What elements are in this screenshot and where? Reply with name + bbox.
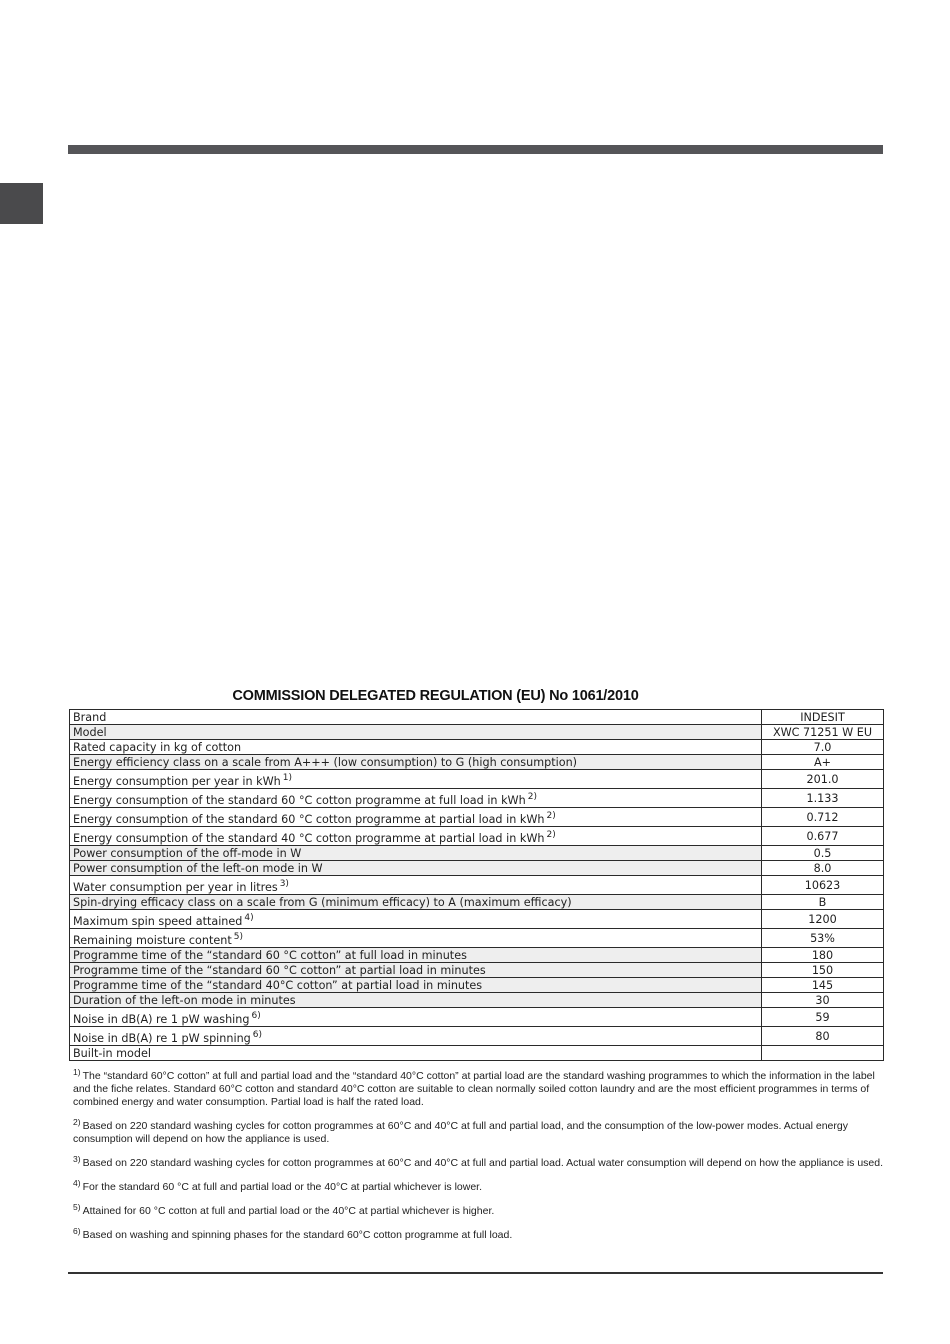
row-value: 8.0: [762, 861, 884, 876]
footnote-mark: 2): [73, 1117, 81, 1127]
row-value: 145: [762, 978, 884, 993]
footnote-ref: 4): [244, 913, 254, 923]
product-fiche-table: [69, 709, 884, 1061]
row-value: 10623: [762, 876, 884, 895]
row-value: 1.133: [762, 789, 884, 808]
table-row: [70, 876, 884, 895]
table-row: [70, 846, 884, 861]
footnote-text: Based on 220 standard washing cycles for cotton programmes at 60°C and 40°C at full and partial load, and the consumption of the low-power modes. Actual energy consumption will depend on how the appliance is used.: [73, 1120, 848, 1145]
row-value: 53%: [762, 929, 884, 948]
row-value: 0.712: [762, 808, 884, 827]
footnote-ref: 2): [546, 830, 556, 840]
row-value: INDESIT: [762, 710, 884, 725]
row-label: Model: [73, 725, 107, 739]
row-label: Rated capacity in kg of cotton: [73, 740, 242, 754]
row-label: Energy consumption of the standard 60 °C cotton programme at partial load in kWh: [73, 813, 545, 826]
row-label-cell: [70, 770, 762, 789]
row-label: Built-in model: [73, 1046, 151, 1060]
row-label: Brand: [73, 710, 107, 724]
table-row: [70, 963, 884, 978]
table-row: [70, 929, 884, 948]
row-label: Power consumption of the left-on mode in W: [73, 861, 323, 875]
row-value: 7.0: [762, 740, 884, 755]
row-value: 0.677: [762, 827, 884, 846]
row-label: Energy consumption of the standard 40 °C cotton programme at partial load in kWh: [73, 832, 545, 845]
table-row: [70, 861, 884, 876]
row-label: Spin-drying efficacy class on a scale from G (minimum efficacy) to A (maximum efficacy): [73, 895, 572, 909]
row-value: [762, 1046, 884, 1061]
row-label-cell: [70, 827, 762, 846]
footnote-ref: 6): [252, 1030, 263, 1040]
footnote-text: For the standard 60 °C at full and partial load or the 40°C at partial whichever is lower.: [82, 1181, 483, 1193]
row-value: 180: [762, 948, 884, 963]
row-label-cell: [70, 789, 762, 808]
row-label-cell: [70, 846, 762, 861]
footnote-ref: 5): [233, 932, 243, 942]
row-label: Energy consumption per year in kWh: [73, 775, 281, 788]
table-row: [70, 710, 884, 725]
row-label-cell: [70, 808, 762, 827]
section-tab-marker: [0, 183, 43, 224]
row-label-cell: [70, 710, 762, 725]
row-value: 30: [762, 993, 884, 1008]
row-label-cell: [70, 1046, 762, 1061]
row-value: 0.5: [762, 846, 884, 861]
row-value: B: [762, 895, 884, 910]
row-label: Power consumption of the off-mode in W: [73, 846, 302, 860]
table-row: [70, 789, 884, 808]
row-label-cell: [70, 948, 762, 963]
footnote-ref: 1): [282, 773, 293, 783]
footnote-text: Based on 220 standard washing cycles for cotton programmes at 60°C and 40°C at full and partial load. Actual water consumption will depend on how the appliance is used.: [82, 1157, 884, 1169]
footnote: [73, 1117, 888, 1146]
row-label: Maximum spin speed attained: [73, 915, 243, 928]
row-label-cell: [70, 725, 762, 740]
row-label: Programme time of the “standard 40°C cotton” at partial load in minutes: [73, 978, 483, 992]
table-row: [70, 948, 884, 963]
row-label-cell: [70, 929, 762, 948]
footnote-mark: 4): [73, 1178, 81, 1188]
footnotes: [73, 1067, 888, 1253]
row-value: 1200: [762, 910, 884, 929]
footnote-ref: 2): [546, 811, 556, 821]
footnote: [73, 1202, 888, 1218]
row-label-cell: [70, 963, 762, 978]
table-row: [70, 725, 884, 740]
row-label: Energy efficiency class on a scale from A+++ (low consumption) to G (high consumption): [73, 755, 578, 769]
table-row: [70, 808, 884, 827]
row-label-cell: [70, 993, 762, 1008]
regulation-title: COMMISSION DELEGATED REGULATION (EU) No 1061/2010: [232, 688, 639, 704]
footnote-text: Attained for 60 °C cotton at full and partial load or the 40°C at partial whichever is higher.: [82, 1205, 495, 1217]
footnote-text: The “standard 60°C cotton” at full and partial load and the “standard 40°C cotton” at partial load are the standard washing programmes to which the information in the label and the fiche relates. Standard 60°C cotton and standard 40°C cotton are suitable to clean normally soiled cotton laundry and are the most efficient programmes in terms of combined energy and water consumption. Partial load is half the rated load.: [73, 1070, 875, 1108]
row-label-cell: [70, 740, 762, 755]
footnote-ref: 3): [279, 879, 289, 889]
header-rule: [68, 145, 883, 154]
footnote-ref: 2): [527, 792, 537, 802]
row-label-cell: [70, 1027, 762, 1046]
table-row: [70, 910, 884, 929]
row-label: Energy consumption of the standard 60 °C cotton programme at full load in kWh: [73, 794, 526, 807]
table-row: [70, 827, 884, 846]
footer-rule: [68, 1272, 883, 1274]
row-label-cell: [70, 861, 762, 876]
footnote-text: Based on washing and spinning phases for the standard 60°C cotton programme at full load.: [82, 1229, 513, 1241]
table-row: [70, 770, 884, 789]
row-label-cell: [70, 978, 762, 993]
row-label-cell: [70, 755, 762, 770]
row-value: 150: [762, 963, 884, 978]
row-value: 59: [762, 1008, 884, 1027]
row-label: Programme time of the “standard 60 °C cotton” at partial load in minutes: [73, 963, 486, 977]
footnote: [73, 1226, 888, 1242]
table-row: [70, 895, 884, 910]
footnote: [73, 1178, 888, 1194]
product-fiche-body: [70, 710, 884, 1061]
footnote-mark: 1): [73, 1067, 81, 1077]
row-label: Duration of the left-on mode in minutes: [73, 993, 296, 1007]
row-label-cell: [70, 910, 762, 929]
table-row: [70, 1008, 884, 1027]
table-row: [70, 1027, 884, 1046]
footnote-mark: 6): [73, 1226, 81, 1236]
row-value: 80: [762, 1027, 884, 1046]
row-value: A+: [762, 755, 884, 770]
footnote: [73, 1154, 888, 1170]
table-row: [70, 1046, 884, 1061]
table-row: [70, 755, 884, 770]
row-label: Noise in dB(A) re 1 pW spinning: [73, 1032, 251, 1045]
row-label: Water consumption per year in litres: [73, 881, 278, 894]
row-label-cell: [70, 895, 762, 910]
table-row: [70, 993, 884, 1008]
row-label-cell: [70, 876, 762, 895]
row-label: Remaining moisture content: [73, 934, 232, 947]
row-value: XWC 71251 W EU: [762, 725, 884, 740]
row-label: Noise in dB(A) re 1 pW washing: [73, 1013, 250, 1026]
row-label-cell: [70, 1008, 762, 1027]
row-label: Programme time of the “standard 60 °C cotton” at full load in minutes: [73, 948, 467, 962]
row-value: 201.0: [762, 770, 884, 789]
footnote-ref: 6): [251, 1011, 261, 1021]
footnote-mark: 3): [73, 1154, 81, 1164]
footnote-mark: 5): [73, 1202, 81, 1212]
table-row: [70, 978, 884, 993]
footnote: [73, 1067, 888, 1109]
table-row: [70, 740, 884, 755]
